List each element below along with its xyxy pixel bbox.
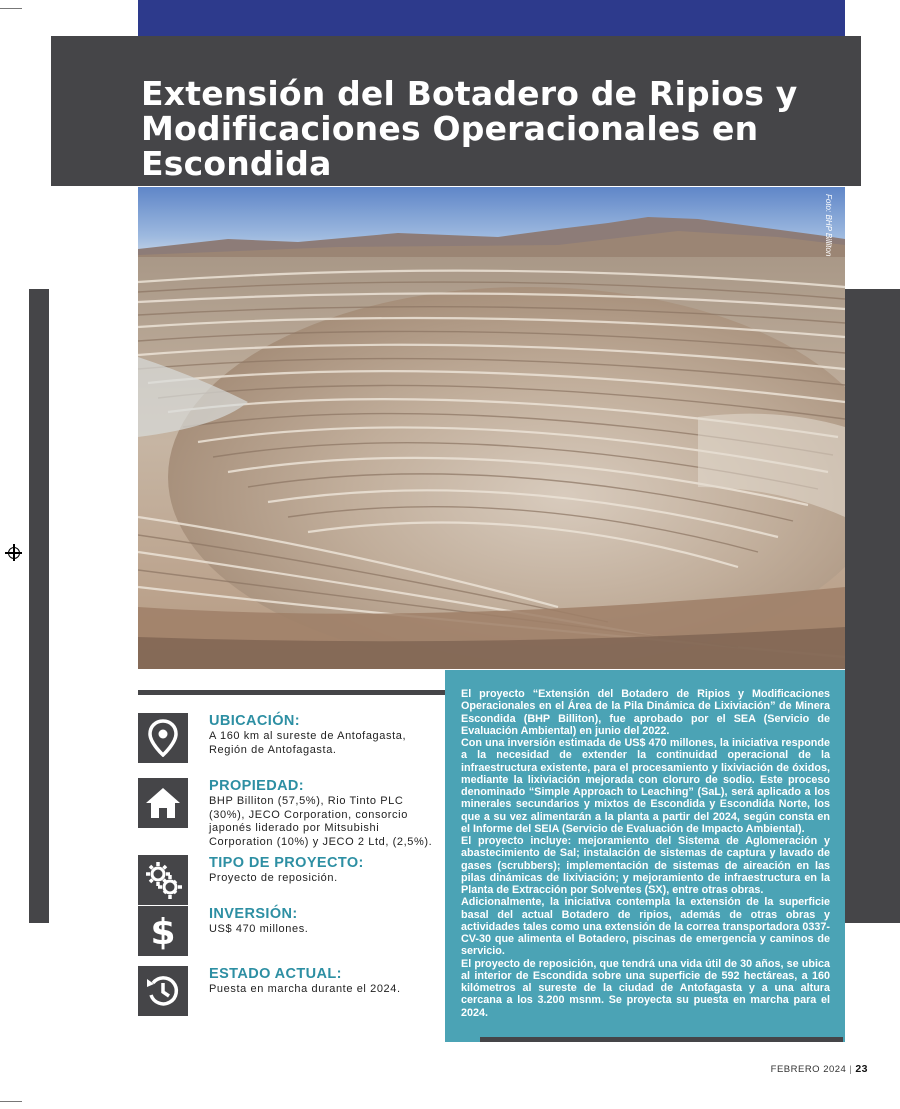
info-text: BHP Billiton (57,5%), Rio Tinto PLC (30%), JECO Corporation, consorcio japonés liderado por Mitsubishi Corporation (10%) y JECO 2 Ltd, (2,5%). — [209, 795, 433, 849]
location-pin-icon — [138, 713, 188, 763]
crop-mark-top — [0, 8, 22, 9]
info-text: US$ 470 millones. — [209, 923, 309, 935]
photo-credit-text: Foto: BHP Billiton — [824, 194, 833, 257]
page-title: Extensión del Botadero de Ripios y Modificaciones Operacionales en Escondida — [141, 74, 798, 183]
article-paragraph: El proyecto incluye: mejoramiento del Sistema de Aglomeración y abastecimiento de Sal; instalación de sistemas de captura y lavado de gases (scrubbers); implementación de sistemas de aireación en las pilas dinámicas de lixiviación; y mejoramiento de infraestructura en la Planta de Extracción por Solventes (SX), entre otras obras. — [461, 835, 830, 896]
article-paragraph: El proyecto de reposición, que tendrá una vida útil de 30 años, se ubica al interior de Escondida sobre una superficie de 592 hectáreas, a 160 kilómetros al sureste de la ciudad de Antofagasta y a una altura cercana a los 3.200 msnm. Se proyecta su puesta en marcha para el 2024. — [461, 957, 830, 1019]
page-footer — [750, 1063, 868, 1075]
info-label: TIPO DE PROYECTO: — [209, 855, 364, 871]
page-number: 23 — [855, 1063, 868, 1075]
house-icon — [138, 778, 188, 828]
info-text: Puesta en marcha durante el 2024. — [209, 983, 401, 995]
title-banner — [51, 36, 861, 186]
article-body — [461, 688, 830, 1019]
article-paragraph: El proyecto “Extensión del Botadero de Ripios y Modificaciones Operacionales en el Área de la Pila Dinámica de Lixiviación” de Minera Escondida (BHP Billiton), fue aprobado por el SEA (Servicio de Evaluación Ambiental) en junio del 2022. — [461, 688, 830, 737]
registration-mark — [8, 547, 20, 559]
article-bottom-rule — [480, 1037, 843, 1042]
info-text: A 160 km al sureste de Antofagasta, Región de Antofagasta. — [209, 730, 407, 756]
right-side-bar — [845, 289, 900, 923]
photo-credit — [819, 194, 835, 274]
left-side-bar — [29, 289, 49, 923]
article-paragraph: Adicionalmente, la iniciativa contempla la extensión de la superficie basal del actual Botadero de ripios, además de otras obras y actividades tales como una extensión de la correa transportadora 0337-CV-30 que alimenta el Botadero, piscinas de emergencia y caminos de servicio. — [461, 896, 830, 958]
info-label: ESTADO ACTUAL: — [209, 966, 342, 982]
history-clock-icon — [138, 966, 188, 1016]
article-box — [445, 670, 845, 1042]
crop-mark-bottom — [0, 1101, 22, 1102]
info-label: INVERSIÓN: — [209, 906, 298, 922]
mine-photo — [138, 187, 845, 669]
info-text: Proyecto de reposición. — [209, 872, 338, 884]
svg-text:$: $ — [150, 912, 176, 951]
info-top-rule — [138, 690, 445, 695]
footer-separator: | — [849, 1064, 853, 1075]
gears-icon — [138, 855, 188, 905]
footer-issue: FEBRERO 2024 — [770, 1064, 847, 1075]
info-label: UBICACIÓN: — [209, 713, 300, 729]
dollar-icon — [138, 906, 188, 956]
article-paragraph: Con una inversión estimada de US$ 470 millones, la iniciativa responde a la necesidad de extender la continuidad operacional de la infraestructura existente, para el procesamiento y lixiviación de óxidos, mediante la lixiviación mejorada con cloruro de sodio. Este proceso denominado “Simple Approach to Leaching” (SaL), será aplicado a los minerales secundarios y mixtos de Escondida y Escondida Norte, los que a su vez alimentarán a la planta a partir del 2024, según consta en el Informe del SEIA (Servicio de Evaluación de Impacto Ambiental). — [461, 737, 830, 835]
top-color-band — [138, 0, 845, 36]
info-label: PROPIEDAD: — [209, 778, 305, 794]
